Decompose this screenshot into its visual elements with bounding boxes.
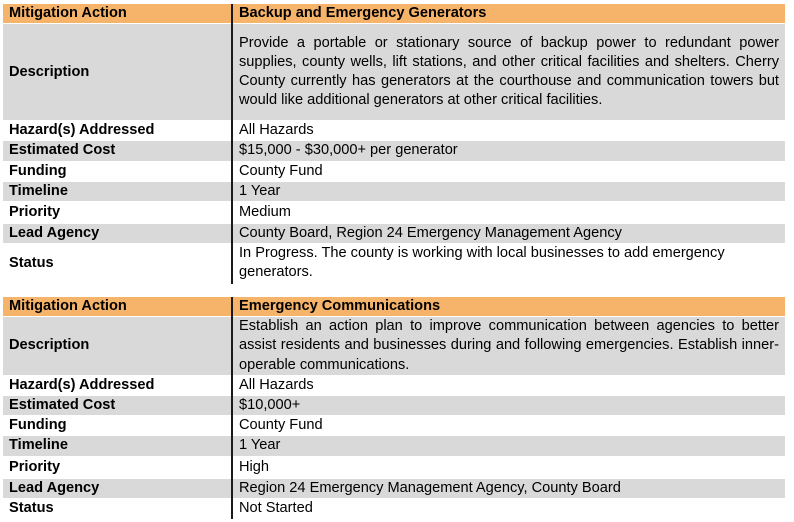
row-label: Lead Agency [3, 224, 232, 244]
row-label: Description [3, 24, 232, 121]
action-title: Emergency Communications [232, 297, 785, 317]
row-label: Status [3, 244, 232, 283]
action-title: Backup and Emergency Generators [232, 4, 785, 24]
row-label: Hazard(s) Addressed [3, 375, 232, 395]
row-value: $15,000 - $30,000+ per generator [232, 141, 785, 161]
row-value: In Progress. The county is working with local businesses to add emergency generators. [232, 244, 785, 283]
row-label: Priority [3, 202, 232, 224]
row-label: Status [3, 498, 232, 518]
row-label: Timeline [3, 181, 232, 201]
table-row [3, 436, 785, 456]
table-row [3, 161, 785, 181]
row-value: County Fund [232, 416, 785, 436]
row-label: Timeline [3, 436, 232, 456]
table-row [3, 24, 785, 121]
row-label: Estimated Cost [3, 141, 232, 161]
row-value: All Hazards [232, 121, 785, 141]
table-row [3, 416, 785, 436]
row-value: $10,000+ [232, 396, 785, 416]
row-value: All Hazards [232, 375, 785, 395]
mitigation-table-1 [3, 4, 785, 284]
row-label: Funding [3, 416, 232, 436]
table-row [3, 141, 785, 161]
row-label: Description [3, 317, 232, 376]
table-row [3, 498, 785, 518]
header-label: Mitigation Action [3, 4, 232, 24]
row-label: Funding [3, 161, 232, 181]
table-row [3, 202, 785, 224]
mitigation-table-2 [3, 297, 785, 519]
row-value: County Fund [232, 161, 785, 181]
row-label: Estimated Cost [3, 396, 232, 416]
table-row [3, 396, 785, 416]
table-row [3, 121, 785, 141]
table-row [3, 181, 785, 201]
row-value: High [232, 456, 785, 478]
row-value: 1 Year [232, 436, 785, 456]
table-header-row [3, 4, 785, 24]
row-label: Lead Agency [3, 478, 232, 498]
table-row [3, 456, 785, 478]
table-row [3, 375, 785, 395]
table-row [3, 224, 785, 244]
row-value: Medium [232, 202, 785, 224]
row-value: Not Started [232, 498, 785, 518]
table-row [3, 478, 785, 498]
row-label: Priority [3, 456, 232, 478]
header-label: Mitigation Action [3, 297, 232, 317]
table-header-row [3, 297, 785, 317]
row-value: Provide a portable or stationary source of backup power to redundant power supplies, county wells, lift stations, and other critical facilities and shelters. Cherry County currently has generators at the courthouse and communication towers but would like additional generators at other critical facilities. [232, 24, 785, 121]
row-value: 1 Year [232, 181, 785, 201]
row-value: County Board, Region 24 Emergency Management Agency [232, 224, 785, 244]
row-value: Establish an action plan to improve communication between agencies to better assist residents and businesses during and following emergencies. Establish inner-operable communications. [232, 317, 785, 376]
row-label: Hazard(s) Addressed [3, 121, 232, 141]
table-row [3, 244, 785, 283]
row-value: Region 24 Emergency Management Agency, County Board [232, 478, 785, 498]
table-row [3, 317, 785, 376]
